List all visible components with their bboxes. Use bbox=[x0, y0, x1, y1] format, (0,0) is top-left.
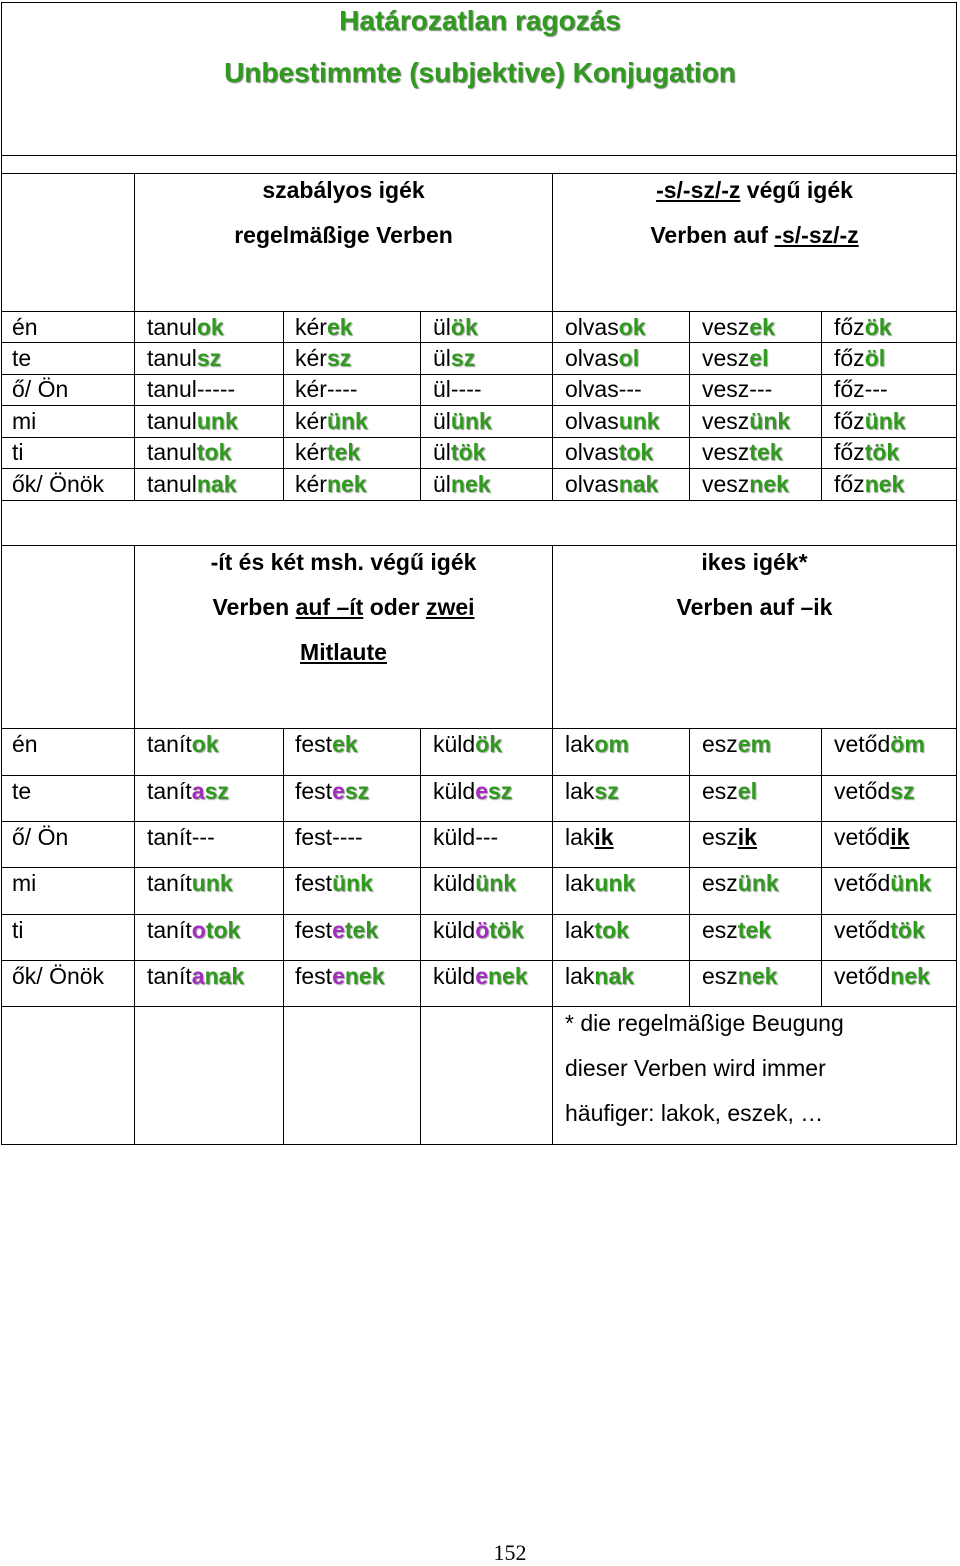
verb-form-cell bbox=[147, 406, 238, 437]
verb-ending: ünk bbox=[326, 408, 368, 434]
verb-ending: nak bbox=[618, 471, 659, 497]
verb-ending: ök bbox=[475, 731, 503, 757]
verb-ending: ik bbox=[890, 824, 910, 850]
verb-stem: olvas bbox=[565, 345, 619, 371]
verb-form-cell bbox=[433, 312, 478, 343]
verb-form-cell bbox=[433, 469, 491, 500]
verb-stem: kér bbox=[295, 314, 327, 340]
verb-form-cell bbox=[433, 822, 498, 853]
verb-ending: unk bbox=[191, 870, 233, 896]
verb-stem: lak bbox=[565, 778, 595, 804]
verb-stem: lak bbox=[565, 917, 595, 943]
verb-ending: tek bbox=[737, 917, 772, 943]
linking-vowel: e bbox=[475, 963, 488, 989]
verb-form-cell bbox=[834, 868, 931, 899]
verb-form-cell bbox=[565, 469, 658, 500]
pronoun-cell: mi bbox=[12, 408, 37, 434]
verb-stem: esz bbox=[702, 870, 738, 896]
linking-vowel: a bbox=[191, 778, 205, 804]
table-rule bbox=[1, 173, 957, 174]
verb-stem: fest bbox=[295, 870, 333, 896]
verb-form-cell bbox=[702, 961, 777, 992]
verb-form-cell bbox=[295, 961, 385, 992]
verb-stem: ül bbox=[433, 439, 451, 465]
verb-form-cell bbox=[702, 915, 771, 946]
verb-form-cell bbox=[295, 822, 363, 853]
verb-form-cell bbox=[295, 312, 353, 343]
table-rule bbox=[1, 2, 957, 3]
verb-form-cell bbox=[702, 374, 772, 405]
verb-form-cell bbox=[433, 343, 475, 374]
linking-vowel: e bbox=[332, 917, 345, 943]
verb-stem: tanul bbox=[147, 345, 197, 371]
verb-stem: lak bbox=[565, 731, 595, 757]
verb-ending: nek bbox=[737, 963, 778, 989]
verb-stem: tanít bbox=[147, 778, 192, 804]
pronoun-cell: én bbox=[12, 731, 38, 757]
pronoun-cell: ő/ Ön bbox=[12, 824, 69, 850]
verb-stem: esz bbox=[702, 963, 738, 989]
page-number: 152 bbox=[493, 1540, 527, 1565]
verb-ending: sz bbox=[326, 345, 352, 371]
verb-ending: sz bbox=[890, 778, 915, 804]
verb-form-cell bbox=[147, 915, 240, 946]
verb-ending: sz bbox=[594, 778, 619, 804]
verb-ending: ünk bbox=[890, 870, 932, 896]
verb-stem: esz bbox=[702, 917, 738, 943]
verb-form-cell bbox=[702, 312, 775, 343]
verb-form-cell bbox=[433, 374, 482, 405]
verb-stem: esz bbox=[702, 824, 738, 850]
pronoun-cell: te bbox=[12, 345, 32, 371]
verb-ending: nek bbox=[890, 963, 930, 989]
linking-vowel: o bbox=[191, 917, 206, 943]
table-rule bbox=[134, 173, 135, 312]
verb-ending: ok bbox=[191, 731, 219, 757]
verb-form-cell bbox=[147, 729, 219, 760]
verb-stem: főz--- bbox=[834, 376, 888, 402]
table-rule bbox=[420, 1006, 421, 1145]
verb-form-cell bbox=[565, 437, 653, 468]
verb-ending: tek bbox=[749, 439, 783, 465]
verb-ending: sz bbox=[488, 778, 513, 804]
verb-form-cell bbox=[433, 406, 492, 437]
verb-stem: ül---- bbox=[433, 376, 482, 402]
verb-form-cell bbox=[147, 961, 244, 992]
verb-form-cell bbox=[295, 343, 351, 374]
verb-stem: főz bbox=[834, 408, 865, 434]
linking-vowel: a bbox=[191, 963, 205, 989]
verb-form-cell bbox=[147, 312, 224, 343]
verb-form-cell bbox=[295, 915, 378, 946]
verb-stem: vesz--- bbox=[702, 376, 773, 402]
verb-stem: esz bbox=[702, 778, 738, 804]
verb-stem: esz bbox=[702, 731, 738, 757]
verb-form-cell bbox=[147, 469, 237, 500]
s-sz-z-verbs-de: Verben auf -s/-sz/-z bbox=[650, 222, 859, 248]
regular-verbs-header bbox=[135, 168, 552, 258]
verb-ending: tök bbox=[450, 439, 486, 465]
verb-form-cell bbox=[147, 374, 235, 405]
pronoun-cell: te bbox=[12, 778, 32, 804]
verb-ending: tök bbox=[890, 917, 925, 943]
verb-form-cell bbox=[834, 961, 930, 992]
verb-stem: fest bbox=[295, 731, 333, 757]
verb-form-cell bbox=[702, 776, 757, 807]
verb-form-cell bbox=[433, 915, 524, 946]
verb-form-cell bbox=[565, 822, 614, 853]
verb-stem: lak bbox=[565, 963, 595, 989]
verb-ending: tok bbox=[196, 439, 232, 465]
verb-form-cell bbox=[834, 312, 892, 343]
ik-verbs-header bbox=[553, 540, 956, 630]
verb-stem: ül bbox=[433, 314, 451, 340]
verb-stem: tanul bbox=[147, 314, 197, 340]
verb-form-cell bbox=[702, 343, 768, 374]
verb-form-cell bbox=[565, 868, 635, 899]
table-rule bbox=[956, 2, 957, 1145]
verb-stem: lak bbox=[565, 870, 595, 896]
verb-form-cell bbox=[834, 406, 906, 437]
table-rule bbox=[552, 311, 553, 501]
verb-stem: olvas bbox=[565, 408, 619, 434]
verb-form-cell bbox=[295, 406, 368, 437]
verb-form-cell bbox=[702, 729, 771, 760]
table-rule bbox=[821, 728, 822, 1007]
verb-stem: fest bbox=[295, 963, 333, 989]
table-rule bbox=[552, 728, 553, 1007]
verb-form-cell bbox=[565, 406, 660, 437]
regular-verbs-de: regelmäßige Verben bbox=[234, 222, 453, 248]
verb-stem: küld bbox=[433, 917, 476, 943]
verb-ending: el bbox=[749, 345, 769, 371]
footnote-line: häufiger: lakok, eszek, … bbox=[565, 1100, 824, 1126]
pronoun-cell: ő/ Ön bbox=[12, 376, 69, 402]
verb-form-cell bbox=[702, 822, 757, 853]
verb-stem: főz bbox=[834, 439, 865, 465]
verb-ending: ünk bbox=[864, 408, 906, 434]
verb-ending: nek bbox=[488, 963, 528, 989]
verb-form-cell bbox=[565, 915, 629, 946]
verb-stem: tanít bbox=[147, 917, 192, 943]
verb-ending: nek bbox=[326, 471, 367, 497]
verb-stem: küld bbox=[433, 731, 476, 757]
verb-form-cell bbox=[565, 374, 642, 405]
verb-stem: fest bbox=[295, 917, 333, 943]
table-rule bbox=[134, 545, 135, 729]
verb-stem: vetőd bbox=[834, 917, 891, 943]
verb-stem: küld--- bbox=[433, 824, 499, 850]
table-rule bbox=[283, 1006, 284, 1145]
verb-stem: tanul bbox=[147, 439, 197, 465]
verb-ending: ok bbox=[618, 314, 646, 340]
regular-verbs-hu: szabályos igék bbox=[262, 177, 425, 203]
title-hungarian: Határozatlan ragozás bbox=[339, 5, 621, 36]
verb-ending: ünk bbox=[450, 408, 492, 434]
verb-ending: öm bbox=[890, 731, 925, 757]
verb-stem: küld bbox=[433, 778, 476, 804]
verb-ending: tök bbox=[864, 439, 900, 465]
pronoun-cell: ők/ Önök bbox=[12, 963, 105, 989]
verb-ending: ünk bbox=[332, 870, 373, 896]
verb-form-cell bbox=[834, 729, 925, 760]
verb-form-cell bbox=[295, 469, 367, 500]
verb-stem: tanít--- bbox=[147, 824, 215, 850]
verb-ending: nak bbox=[204, 963, 245, 989]
ik-verbs-de: Verben auf –ik bbox=[676, 594, 833, 620]
verb-stem: tanít bbox=[147, 870, 192, 896]
verb-stem: vesz bbox=[702, 439, 750, 465]
verb-stem: vetőd bbox=[834, 870, 891, 896]
table-rule bbox=[1, 342, 957, 343]
verb-stem: kér bbox=[295, 345, 327, 371]
verb-ending: nek bbox=[344, 963, 385, 989]
pronoun-cell: ti bbox=[12, 917, 24, 943]
verb-stem: tanul bbox=[147, 471, 197, 497]
it-verbs-hu: -ít és két msh. végű igék bbox=[210, 549, 477, 575]
verb-ending: el bbox=[737, 778, 757, 804]
table-rule bbox=[1, 500, 957, 501]
verb-form-cell bbox=[565, 312, 646, 343]
verb-stem: küld bbox=[433, 963, 476, 989]
verb-form-cell bbox=[834, 915, 925, 946]
table-rule bbox=[283, 311, 284, 501]
verb-form-cell bbox=[565, 776, 619, 807]
verb-ending: nak bbox=[196, 471, 237, 497]
verb-ending: ok bbox=[196, 314, 224, 340]
table-rule bbox=[1, 155, 957, 156]
table-rule bbox=[1, 311, 957, 312]
verb-stem: olvas bbox=[565, 439, 619, 465]
verb-form-cell bbox=[834, 374, 888, 405]
verb-form-cell bbox=[702, 406, 790, 437]
verb-form-cell bbox=[834, 822, 909, 853]
pronoun-cell: ők/ Önök bbox=[12, 471, 105, 497]
verb-form-cell bbox=[295, 868, 373, 899]
table-rule bbox=[283, 728, 284, 1007]
verb-stem: tanul----- bbox=[147, 376, 236, 402]
it-verbs-de-cont: Mitlaute bbox=[300, 639, 387, 665]
table-rule bbox=[552, 1006, 553, 1145]
verb-form-cell bbox=[147, 822, 215, 853]
verb-ending: unk bbox=[618, 408, 660, 434]
table-rule bbox=[689, 311, 690, 501]
verb-stem: fest---- bbox=[295, 824, 363, 850]
verb-ending: öl bbox=[864, 345, 886, 371]
verb-form-cell bbox=[147, 437, 231, 468]
verb-form-cell bbox=[295, 776, 369, 807]
verb-ending: ik bbox=[594, 824, 614, 850]
verb-form-cell bbox=[433, 437, 485, 468]
table-rule bbox=[134, 728, 135, 1007]
verb-stem: vetőd bbox=[834, 824, 891, 850]
verb-stem: főz bbox=[834, 314, 865, 340]
verb-form-cell bbox=[295, 437, 360, 468]
s-sz-z-verbs-header bbox=[553, 168, 956, 258]
verb-stem: vesz bbox=[702, 471, 750, 497]
verb-stem: kér---- bbox=[295, 376, 358, 402]
verb-form-cell bbox=[834, 343, 885, 374]
verb-stem: kér bbox=[295, 471, 327, 497]
table-rule bbox=[134, 311, 135, 501]
verb-ending: unk bbox=[594, 870, 636, 896]
verb-form-cell bbox=[702, 469, 789, 500]
table-rule bbox=[420, 728, 421, 1007]
verb-ending: sz bbox=[196, 345, 222, 371]
verb-stem: ül bbox=[433, 345, 451, 371]
table-rule bbox=[552, 545, 553, 729]
table-rule bbox=[1, 2, 2, 1145]
verb-form-cell bbox=[295, 729, 358, 760]
verb-ending: nek bbox=[749, 471, 789, 497]
verb-ending: ol bbox=[618, 345, 640, 371]
verb-stem: vetőd bbox=[834, 778, 891, 804]
verb-ending: tök bbox=[489, 917, 524, 943]
verb-ending: om bbox=[594, 731, 629, 757]
verb-stem: vesz bbox=[702, 408, 750, 434]
verb-stem: ül bbox=[433, 471, 451, 497]
verb-ending: ek bbox=[326, 314, 353, 340]
verb-ending: nak bbox=[594, 963, 635, 989]
ik-verbs-hu: ikes igék* bbox=[701, 549, 808, 575]
linking-vowel: e bbox=[475, 778, 488, 804]
it-two-consonant-verbs-header bbox=[135, 540, 552, 675]
verb-form-cell bbox=[295, 374, 358, 405]
verb-stem: olvas bbox=[565, 471, 619, 497]
verb-stem: vesz bbox=[702, 345, 750, 371]
verb-ending: tok bbox=[618, 439, 654, 465]
verb-ending: ünk bbox=[475, 870, 517, 896]
verb-form-cell bbox=[147, 776, 229, 807]
verb-stem: küld bbox=[433, 870, 476, 896]
verb-stem: vetőd bbox=[834, 731, 891, 757]
verb-stem: olvas--- bbox=[565, 376, 642, 402]
verb-ending: ök bbox=[450, 314, 478, 340]
verb-form-cell bbox=[433, 868, 516, 899]
verb-stem: vesz bbox=[702, 314, 750, 340]
verb-form-cell bbox=[147, 343, 221, 374]
verb-form-cell bbox=[834, 437, 899, 468]
verb-stem: kér bbox=[295, 408, 327, 434]
verb-form-cell bbox=[702, 437, 783, 468]
pronoun-cell: én bbox=[12, 314, 38, 340]
verb-ending: sz bbox=[344, 778, 370, 804]
verb-form-cell bbox=[834, 469, 904, 500]
verb-stem: főz bbox=[834, 471, 865, 497]
pronoun-cell: ti bbox=[12, 439, 24, 465]
footnote-line: * die regelmäßige Beugung bbox=[565, 1010, 844, 1036]
verb-ending: ünk bbox=[749, 408, 791, 434]
verb-stem: főz bbox=[834, 345, 865, 371]
verb-ending: sz bbox=[204, 778, 229, 804]
verb-ending: nek bbox=[864, 471, 905, 497]
table-rule bbox=[552, 173, 553, 312]
verb-stem: fest bbox=[295, 778, 333, 804]
verb-ending: ek bbox=[332, 731, 358, 757]
verb-ending: tek bbox=[326, 439, 361, 465]
verb-ending: unk bbox=[196, 408, 238, 434]
verb-form-cell bbox=[147, 868, 233, 899]
linking-vowel: e bbox=[332, 963, 345, 989]
table-rule bbox=[1, 1144, 957, 1145]
verb-ending: sz bbox=[450, 345, 476, 371]
verb-ending: nek bbox=[450, 471, 491, 497]
table-rule bbox=[1, 545, 957, 546]
verb-stem: tanít bbox=[147, 731, 192, 757]
verb-form-cell bbox=[433, 776, 512, 807]
verb-form-cell bbox=[565, 961, 634, 992]
verb-form-cell bbox=[565, 729, 629, 760]
table-rule bbox=[689, 728, 690, 1007]
verb-stem: tanít bbox=[147, 963, 192, 989]
title-german: Unbestimmte (subjektive) Konjugation bbox=[224, 57, 736, 88]
s-sz-z-verbs-hu: -s/-sz/-z végű igék bbox=[656, 177, 853, 203]
pronoun-cell: mi bbox=[12, 870, 37, 896]
verb-form-cell bbox=[702, 868, 779, 899]
it-verbs-de: Verben auf –ít oder zwei bbox=[212, 594, 475, 620]
verb-stem: vetőd bbox=[834, 963, 891, 989]
verb-ending: tek bbox=[344, 917, 379, 943]
verb-stem: lak bbox=[565, 824, 595, 850]
linking-vowel: ö bbox=[475, 917, 490, 943]
table-rule bbox=[420, 311, 421, 501]
verb-ending: em bbox=[737, 731, 772, 757]
verb-ending: ik bbox=[737, 824, 757, 850]
verb-stem: ül bbox=[433, 408, 451, 434]
linking-vowel: e bbox=[332, 778, 345, 804]
verb-ending: ek bbox=[749, 314, 775, 340]
verb-ending: ünk bbox=[737, 870, 779, 896]
table-rule bbox=[134, 1006, 135, 1145]
verb-ending: ök bbox=[864, 314, 892, 340]
verb-ending: tok bbox=[205, 917, 241, 943]
footnote-line: dieser Verben wird immer bbox=[565, 1055, 826, 1081]
table-rule bbox=[821, 311, 822, 501]
verb-stem: tanul bbox=[147, 408, 197, 434]
verb-form-cell bbox=[433, 729, 502, 760]
verb-stem: olvas bbox=[565, 314, 619, 340]
table-rule bbox=[1, 1006, 957, 1007]
verb-form-cell bbox=[433, 961, 528, 992]
verb-form-cell bbox=[565, 343, 639, 374]
verb-form-cell bbox=[834, 776, 915, 807]
verb-ending: tok bbox=[594, 917, 629, 943]
verb-stem: kér bbox=[295, 439, 327, 465]
